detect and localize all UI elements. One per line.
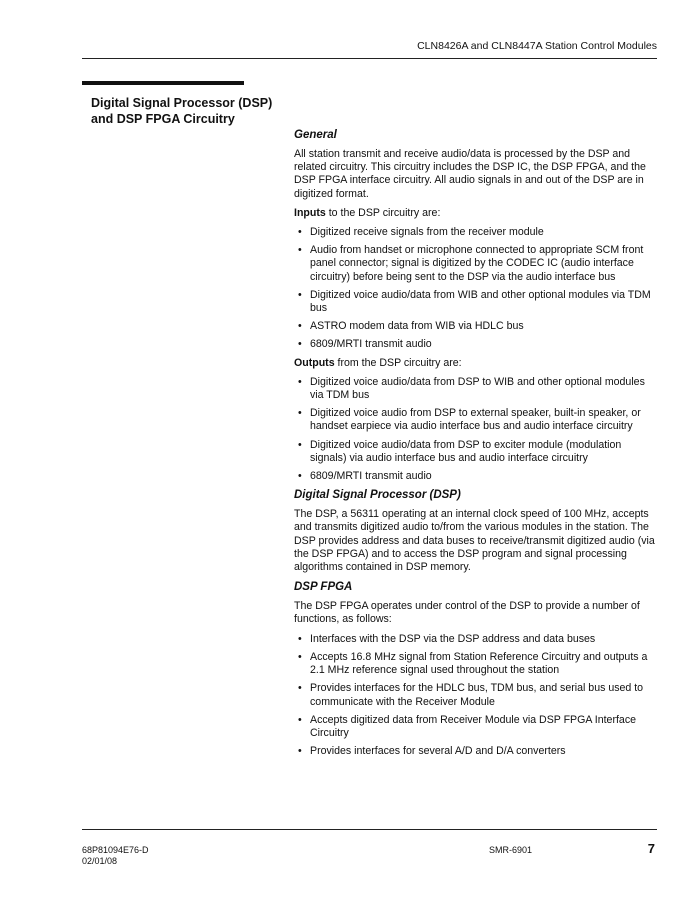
bullet: • xyxy=(298,713,302,726)
list-item xyxy=(294,289,659,315)
list-item xyxy=(294,407,659,433)
inputs-lead xyxy=(294,207,659,220)
list-item-text: Accepts digitized data from Receiver Module via DSP FPGA Interface Circuitry xyxy=(310,713,637,739)
list-item-text: Provides interfaces for the HDLC bus, TDM bus, and serial bus used to communicate with the Receiver Module xyxy=(310,682,644,708)
list-item xyxy=(294,376,659,402)
list-item-text: Audio from handset or microphone connected to appropriate SCM front panel connector; signal is digitized by the CODEC IC (audio interface circuitry) before being sent to the DSP via the audio interface bus xyxy=(310,244,644,283)
list-item-text: Digitized voice audio from DSP to external speaker, built-in speaker, or handset earpiece via audio interface bus and audio interface circuitry xyxy=(310,407,641,433)
bullet: • xyxy=(298,438,302,451)
footer-left xyxy=(82,845,149,867)
outputs-lead-text: from the DSP circuitry are: xyxy=(334,356,462,369)
page-number: 7 xyxy=(647,841,655,856)
list-item xyxy=(294,633,659,646)
section-rule xyxy=(82,81,244,85)
bullet: • xyxy=(298,244,302,257)
outputs-list xyxy=(294,376,659,483)
general-intro: All station transmit and receive audio/data is processed by the DSP and related circuitry. This circuitry includes the DSP IC, the DSP FPGA, and the DSP FPGA interface circuitry. All audio signals in and out of the DSP are in digitized format. xyxy=(294,148,646,200)
bullet: • xyxy=(298,632,302,645)
list-item xyxy=(294,745,659,758)
bullet: • xyxy=(298,682,302,695)
bullet: • xyxy=(298,407,302,420)
list-item-text: Interfaces with the DSP via the DSP address and data buses xyxy=(310,632,596,645)
list-item-text: Digitized receive signals from the receiver module xyxy=(310,226,544,239)
section-title-line-2: and DSP FPGA Circuitry xyxy=(91,112,235,126)
bullet: • xyxy=(298,320,302,333)
section-title xyxy=(91,95,286,127)
inputs-lead-text: to the DSP circuitry are: xyxy=(325,206,441,219)
dsp-heading: Digital Signal Processor (DSP) xyxy=(294,489,461,502)
list-item-text: Accepts 16.8 MHz signal from Station Reference Circuitry and outputs a 2.1 MHz reference signal used throughout the station xyxy=(310,650,648,677)
list-item-text: Digitized voice audio/data from DSP to exciter module (modulation signals) via audio interface bus and audio interface circuitry xyxy=(310,438,622,464)
list-item-text: 6809/MRTI transmit audio xyxy=(310,470,432,483)
outputs-lead xyxy=(294,357,659,370)
list-item xyxy=(294,226,659,239)
main-content xyxy=(294,128,659,763)
list-item-text: Digitized voice audio/data from WIB and other optional modules via TDM bus xyxy=(310,288,651,315)
bullet: • xyxy=(298,375,302,388)
list-item-text: 6809/MRTI transmit audio xyxy=(310,338,432,351)
dsp-body: The DSP, a 56311 operating at an internal clock speed of 100 MHz, accepts and transmits digitized audio to/from the various modules in the station. The DSP provides address and data buses to receive/transmit digitized audio (via the DSP FPGA) and to access the DSP program and signal processing algorithms contained in DSP memory. xyxy=(294,508,655,574)
list-item-text: Digitized voice audio/data from DSP to WIB and other optional modules via TDM bus xyxy=(310,375,645,402)
bullet: • xyxy=(298,470,302,483)
bullet: • xyxy=(298,745,302,758)
list-item xyxy=(294,244,659,284)
list-item xyxy=(294,320,659,333)
list-item xyxy=(294,470,659,483)
section-title-line-1: Digital Signal Processor (DSP) xyxy=(91,96,273,110)
doc-number: 68P81094E76-D xyxy=(82,845,149,855)
fpga-intro: The DSP FPGA operates under control of the DSP to provide a number of functions, as follows: xyxy=(294,600,640,626)
inputs-bold: Inputs xyxy=(294,206,326,219)
fpga-heading: DSP FPGA xyxy=(294,581,353,594)
footer-rule xyxy=(82,829,657,830)
running-header-title: CLN8426A and CLN8447A Station Control Modules xyxy=(417,40,657,52)
bullet: • xyxy=(298,288,302,301)
doc-date: 02/01/08 xyxy=(82,856,118,866)
footer-code: SMR-6901 xyxy=(489,845,533,855)
list-item xyxy=(294,714,659,740)
list-item xyxy=(294,682,659,708)
bullet: • xyxy=(298,338,302,351)
inputs-list xyxy=(294,226,659,352)
list-item xyxy=(294,651,659,677)
list-item xyxy=(294,439,659,465)
bullet: • xyxy=(298,226,302,239)
outputs-bold: Outputs xyxy=(294,356,335,369)
list-item-text: Provides interfaces for several A/D and D/A converters xyxy=(310,745,566,758)
general-heading: General xyxy=(294,129,337,141)
fpga-list xyxy=(294,633,659,759)
list-item xyxy=(294,338,659,351)
list-item-text: ASTRO modem data from WIB via HDLC bus xyxy=(310,320,524,333)
header-rule xyxy=(82,58,657,59)
bullet: • xyxy=(298,650,302,663)
